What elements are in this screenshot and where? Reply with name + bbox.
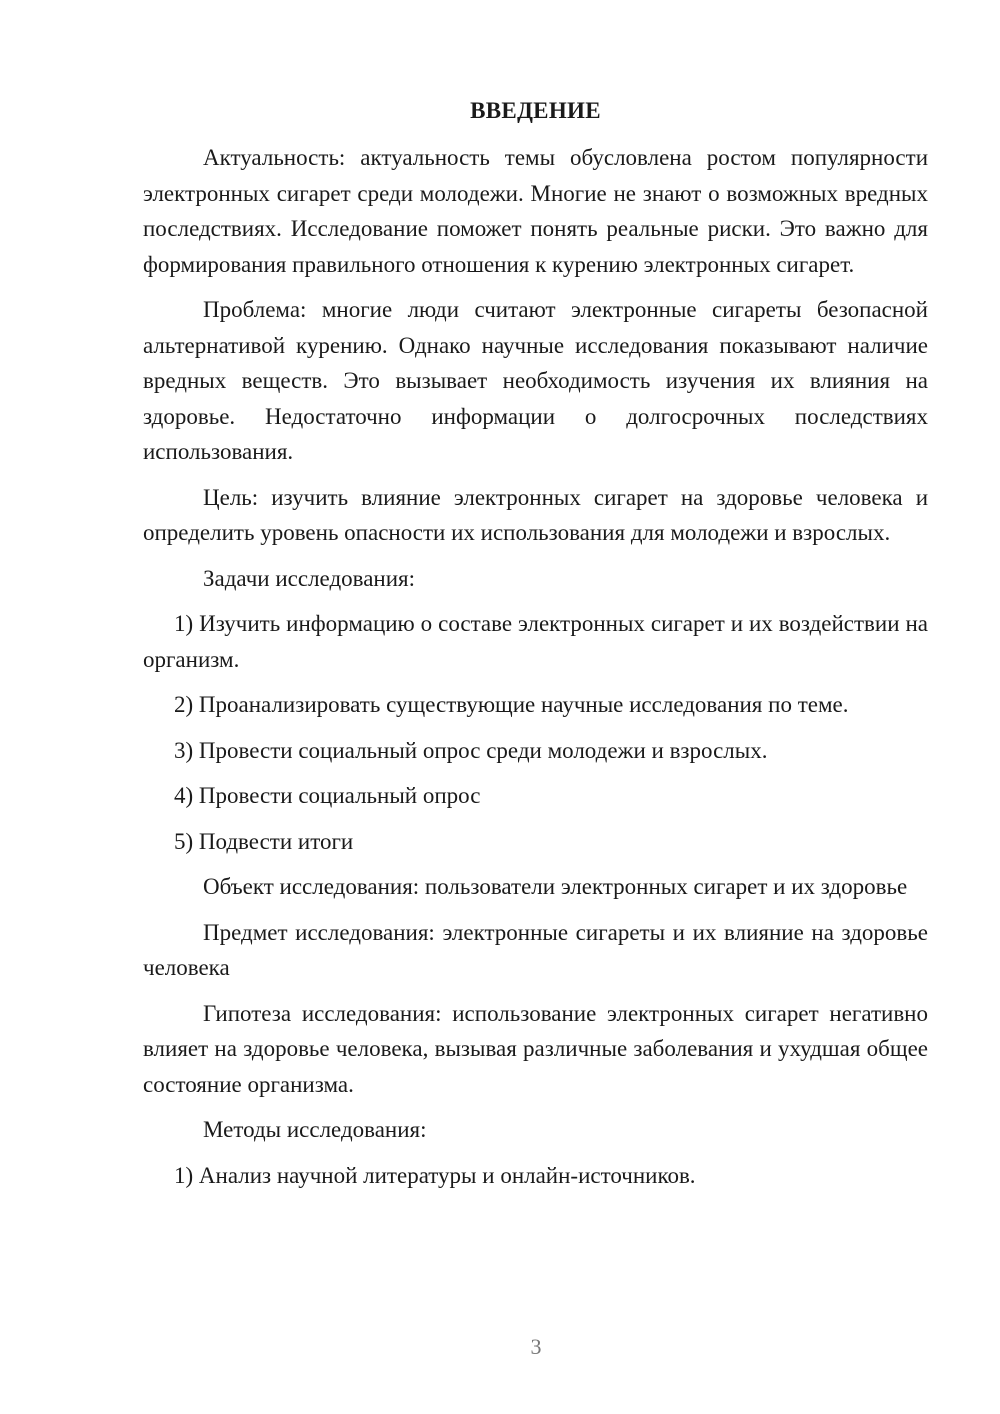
task-item-5: 5) Подвести итоги [174,828,354,854]
methods-title: Методы исследования: [203,1117,427,1142]
task-item-1: 1) Изучить информацию о составе электронных сигарет и их воздействии на организм. [143,611,928,672]
document-page [143,96,928,1203]
relevance-paragraph: Актуальность: актуальность темы обусловлена ростом популярности электронных сигарет среди молодежи. Многие не знают о возможных вредных последствиях. Исследование поможет понять реальные риски. Это важно для формирования правильного отношения к курению электронных сигарет. [143,145,928,277]
tasks-title: Задачи исследования: [203,565,416,591]
task-item-3: 3) Провести социальный опрос среди молодежи и взрослых. [174,737,768,763]
problem-paragraph: Проблема: многие люди считают электронные сигареты безопасной альтернативой курению. Однако научные исследования показывают наличие вредных веществ. Это вызывает необходимость изучения их влияния на здоровье. Недостаточно информации о долгосрочных последствиях использования. [143,297,928,464]
goal-paragraph: Цель: изучить влияние электронных сигарет на здоровье человека и определить уровень опасности их использования для молодежи и взрослых. [143,484,928,545]
task-item-4: 4) Провести социальный опрос [174,783,481,808]
hypothesis-paragraph: Гипотеза исследования: использование электронных сигарет негативно влияет на здоровье человека, вызывая различные заболевания и ухудшая общее состояние организма. [143,1000,928,1097]
object-paragraph: Объект исследования: пользователи электронных сигарет и их здоровье [203,874,908,899]
task-item-2: 2) Проанализировать существующие научные исследования по теме. [174,692,849,717]
subject-paragraph: Предмет исследования: электронные сигареты и их влияние на здоровье человека [143,919,928,980]
section-heading: ВВЕДЕНИЕ [470,98,601,123]
page-number: 3 [530,1334,542,1359]
method-item-1: 1) Анализ научной литературы и онлайн-источников. [174,1162,696,1188]
